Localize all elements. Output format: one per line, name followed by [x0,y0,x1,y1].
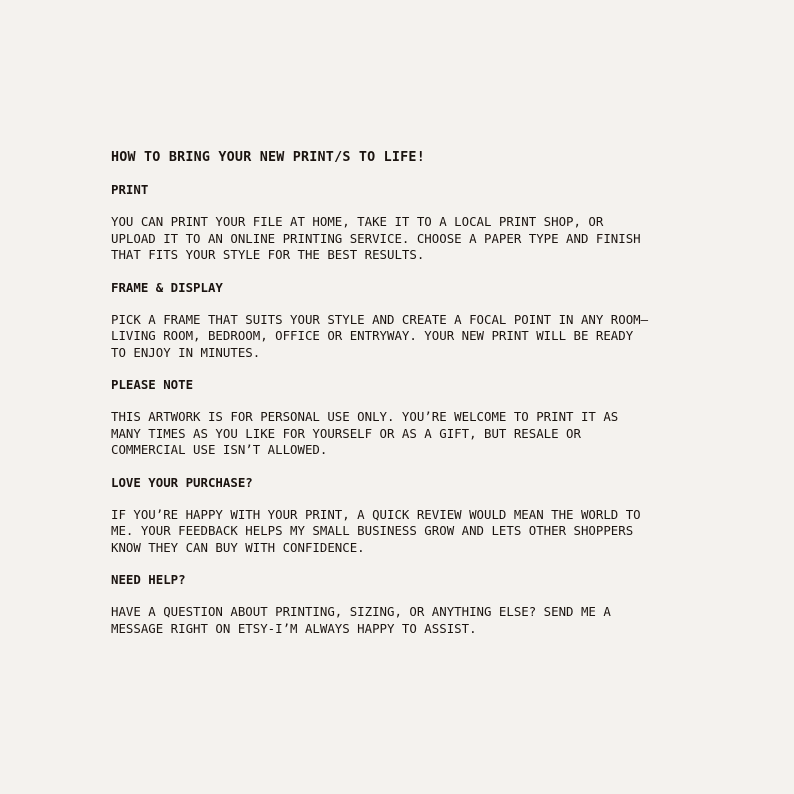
page-title: HOW TO BRING YOUR NEW PRINT/S TO LIFE! [111,150,425,165]
instructions-document [111,149,711,653]
section-need-help [111,572,711,637]
section-body-need-help: HAVE A QUESTION ABOUT PRINTING, SIZING, OR ANYTHING ELSE? SEND ME A MESSAGE RIGHT ON ETSY-I’M ALWAYS HAPPY TO ASSIST. [111,604,611,636]
section-heading-need-help: NEED HELP? [111,572,186,587]
section-heading-please-note: PLEASE NOTE [111,377,194,392]
section-heading-love-your-purchase: LOVE YOUR PURCHASE? [111,474,253,490]
section-print [111,182,711,264]
section-love-your-purchase [111,475,711,557]
section-body-print: YOU CAN PRINT YOUR FILE AT HOME, TAKE IT TO A LOCAL PRINT SHOP, OR UPLOAD IT TO AN ONLINE PRINTING SERVICE. CHOOSE A PAPER TYPE AND FINISH THAT FITS YOUR STYLE FOR THE BEST RESULTS. [111,214,641,262]
section-heading-frame-display: FRAME & DISPLAY [111,279,223,295]
section-body-please-note: THIS ARTWORK IS FOR PERSONAL USE ONLY. YOU’RE WELCOME TO PRINT IT AS MANY TIMES AS YOU LIKE FOR YOURSELF OR AS A GIFT, BUT RESALE OR COMMERCIAL USE ISN’T ALLOWED. [111,409,619,457]
section-body-love-your-purchase: IF YOU’RE HAPPY WITH YOUR PRINT, A QUICK REVIEW WOULD MEAN THE WORLD TO ME. YOUR FEEDBACK HELPS MY SMALL BUSINESS GROW AND LETS OTHER SHOPPERS KNOW THEY CAN BUY WITH CONFIDENCE. [111,506,641,555]
section-frame-display [111,280,711,362]
section-body-frame-display: PICK A FRAME THAT SUITS YOUR STYLE AND CREATE A FOCAL POINT IN ANY ROOM— LIVING ROOM, BEDROOM, OFFICE OR ENTRYWAY. YOUR NEW PRINT WILL BE READY TO ENJOY IN MINUTES. [111,311,649,360]
section-please-note [111,377,711,459]
section-heading-print: PRINT [111,182,149,197]
